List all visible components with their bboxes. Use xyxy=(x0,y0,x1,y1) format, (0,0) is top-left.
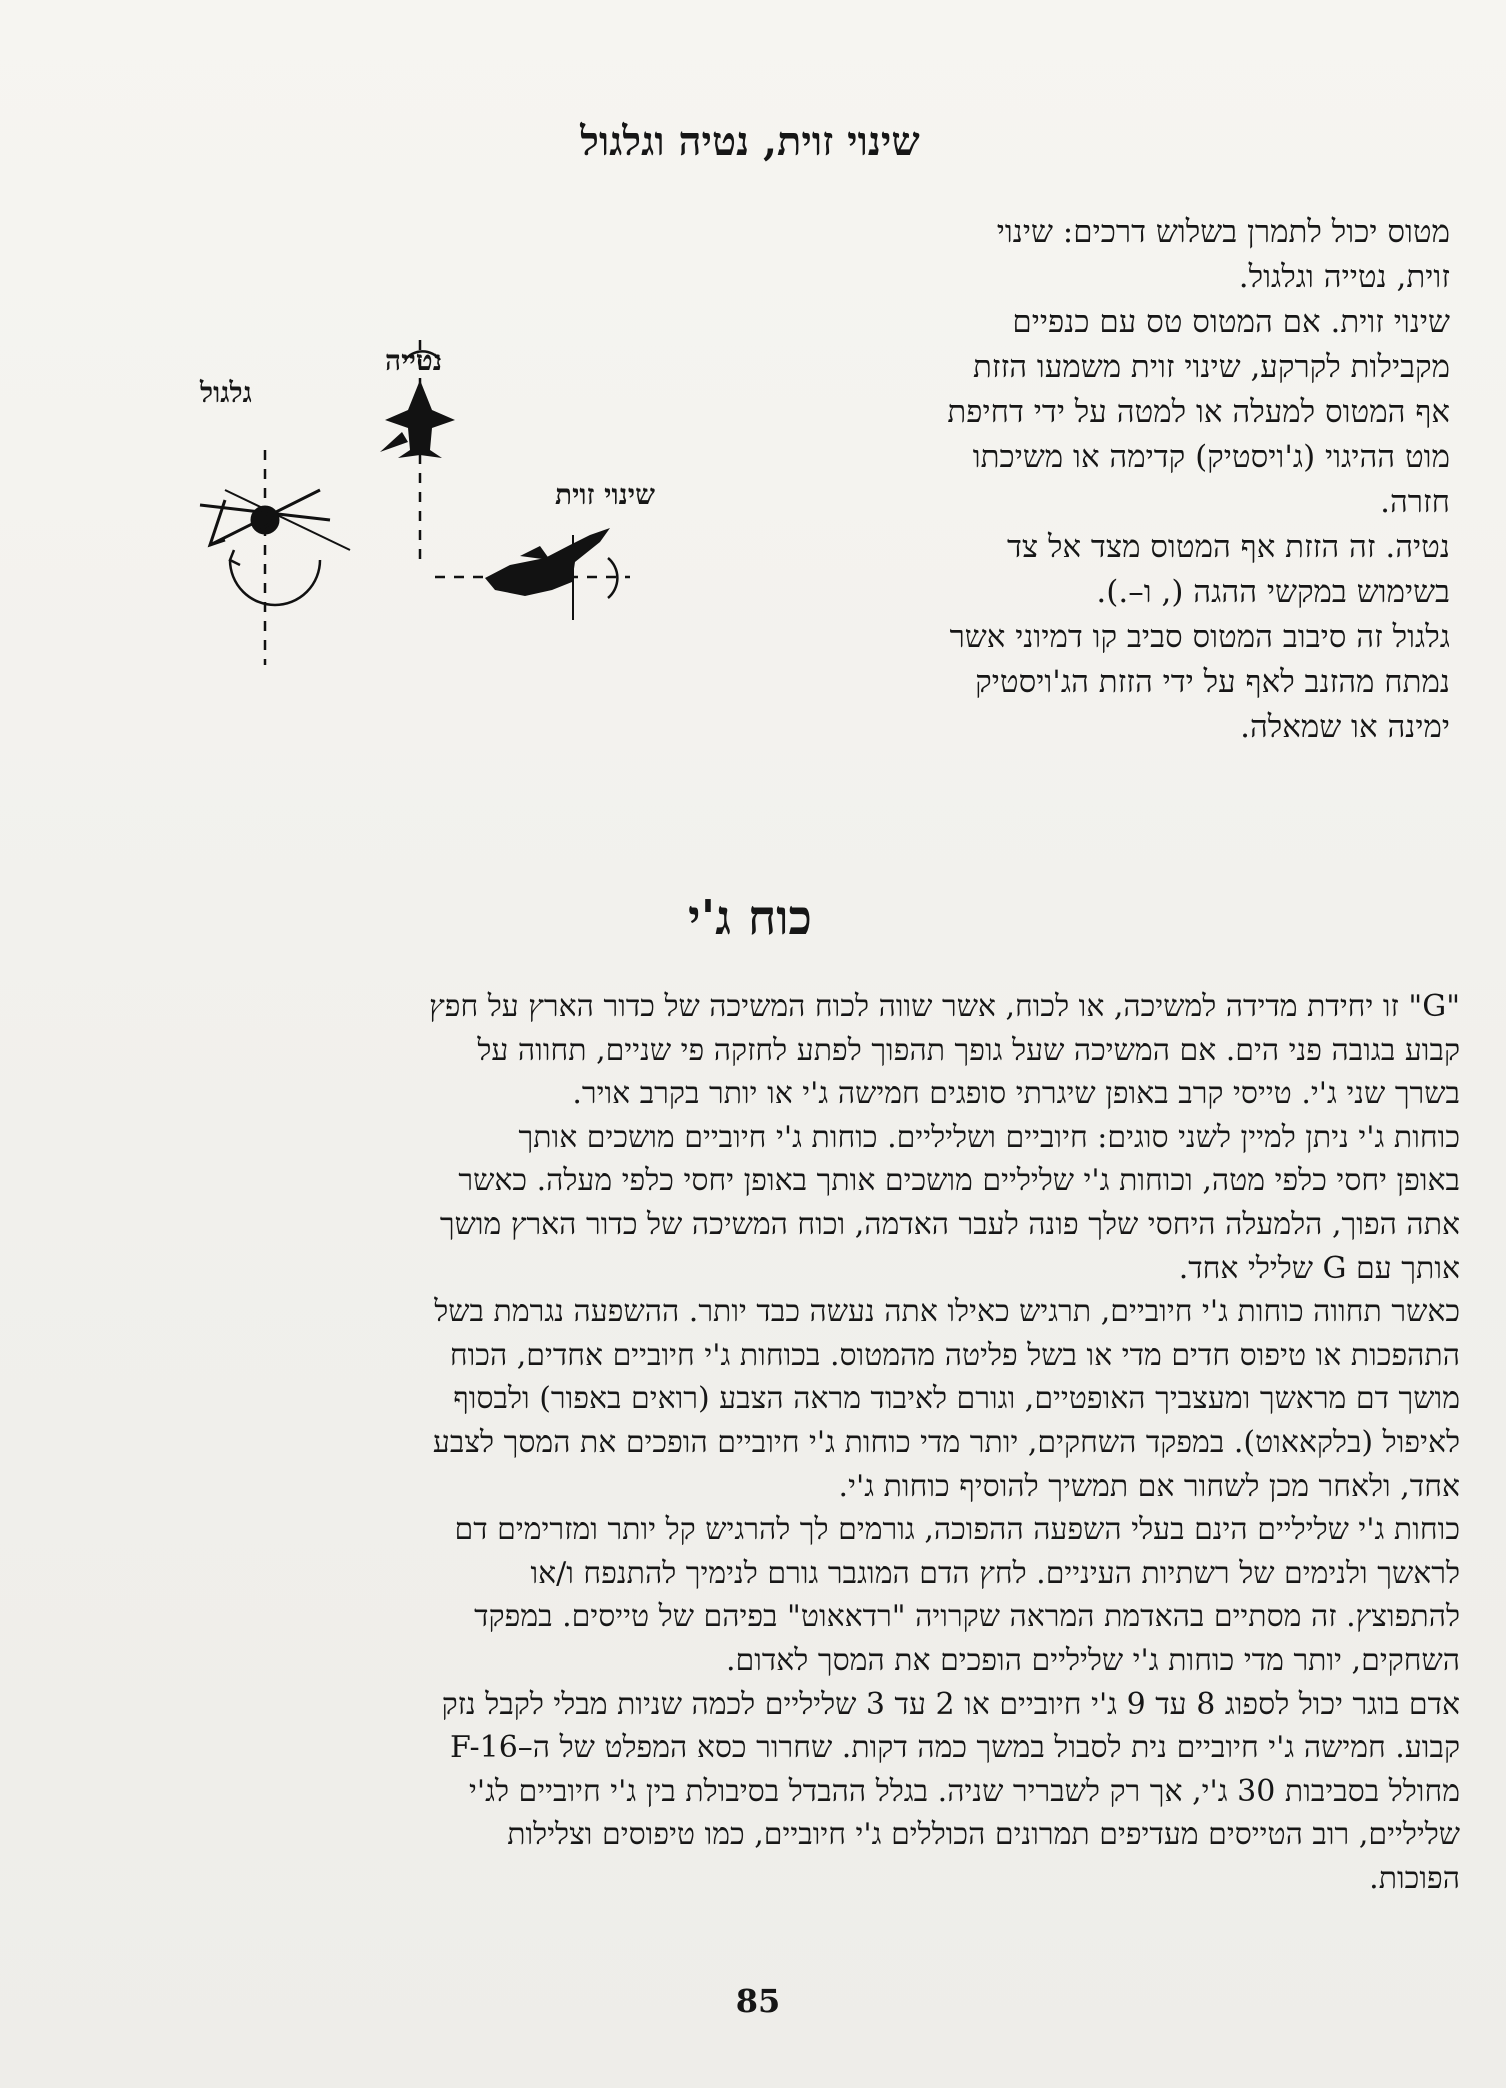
label-roll: גלגול xyxy=(200,376,252,409)
section-title: כוח ג'י xyxy=(688,890,812,946)
intro-line: שינוי זוית. אם המטוס טס עם כנפיים xyxy=(1012,304,1450,340)
body-paragraphs xyxy=(170,985,1460,1900)
body-line: כוחות ג'י ניתן למיין לשני סוגים: חיוביים ושליליים. כוחות ג'י חיוביים מושכים אותך xyxy=(518,1119,1460,1155)
body-line: כוחות ג'י שליליים הינם בעלי השפעה ההפוכה, גורמים לך להרגיש קל יותר ומזרימים דם xyxy=(454,1512,1460,1548)
intro-line: מטוס יכול לתמרן בשלוש דרכים: שינוי xyxy=(996,214,1450,250)
pitch-aircraft-icon xyxy=(435,528,630,620)
label-pitch: שינוי זוית xyxy=(555,478,655,511)
body-line: קבוע בגובה פני הים. אם המשיכה שעל גופך תהפוך לפתע לחזקה פי שניים, תחווה על xyxy=(477,1032,1460,1068)
yaw-aircraft-icon xyxy=(380,340,455,560)
aircraft-diagram xyxy=(180,320,640,680)
body-line: אתה הפוך, הלמעלה היחסי שלך פונה לעבר האדמה, וכוח המשיכה של כדור הארץ מושך xyxy=(439,1206,1460,1242)
intro-line: נמתח מהזנב לאף על ידי הזזת הג'ויסטיק xyxy=(975,664,1450,700)
body-line: לראשך ולנימים של רשתיות העיניים. לחץ הדם המוגבר גורם לנימיך להתנפח ו/או xyxy=(530,1555,1460,1591)
body-line: השחקים, יותר מדי כוחות ג'י שליליים הופכים את המסך לאדום. xyxy=(725,1642,1460,1678)
label-yaw: נטייה xyxy=(385,344,442,377)
body-line: בשרך שני ג'י. טייסי קרב באופן שיגרתי סופגים חמישה ג'י או יותר בקרב אויר. xyxy=(572,1076,1460,1112)
body-line: באופן יחסי כלפי מטה, וכוחות ג'י שליליים מושכים אותך באופן יחסי כלפי מעלה. כאשר xyxy=(458,1163,1460,1199)
body-line: הפוכות. xyxy=(1369,1860,1460,1896)
body-line: התהפכות או טיפוס חדים מדי או בשל פליטה מהמטוס. בכוחות ג'י חיוביים אחדים, הכוח xyxy=(449,1337,1460,1373)
body-line: אחד, ולאחר מכן לשחור אם תמשיך להוסיף כוחות ג'י. xyxy=(838,1468,1460,1504)
intro-line: נטיה. זה הזזת אף המטוס מצד אל צד xyxy=(1006,529,1450,565)
bleed-through-texture xyxy=(740,230,749,270)
intro-line: מקבילות לקרקע, שינוי זוית משמעו הזזת xyxy=(973,349,1450,385)
intro-line: גלגול זה סיבוב המטוס סביב קו דמיוני אשר xyxy=(949,619,1450,655)
intro-line: ימינה או שמאלה. xyxy=(1240,709,1450,745)
body-line: שליליים, רוב הטייסים מעדיפים תמרונים הכוללים ג'י חיוביים, כמו טיפוסים וצלילות xyxy=(507,1817,1460,1853)
maneuver-illustration xyxy=(180,320,655,680)
body-line: להתפוצץ. זה מסתיים בהאדמת המראה שקרויה "רדאאוט" בפיהם של טייסים. במפקד xyxy=(474,1599,1460,1635)
roll-aircraft-icon xyxy=(200,450,350,665)
body-line: כאשר תחווה כוחות ג'י חיוביים, תרגיש כאילו אתה נעשה כבד יותר. ההשפעה נגרמת בשל xyxy=(434,1294,1460,1330)
page-title: שינוי זוית, נטיה וגלגול xyxy=(580,118,920,165)
body-line: "G" זו יחידת מדידה למשיכה, או לכוח, אשר שווה לכוח המשיכה של כדור הארץ על חפץ xyxy=(429,989,1460,1024)
intro-line: חזרה. xyxy=(1380,484,1450,520)
body-line: אדם בוגר יכול לספוג 8 עד 9 ג'י חיוביים או 2 עד 3 שליליים לכמה שניות מבלי לקבל נזק xyxy=(441,1686,1460,1722)
intro-paragraph xyxy=(820,210,1450,750)
intro-line: בשימוש במקשי ההגה (, ו–.). xyxy=(1096,574,1450,610)
page-number: 85 xyxy=(735,1982,781,2020)
intro-line: זוית, נטייה וגלגול. xyxy=(1238,259,1450,295)
body-line: אותך עם G שלילי אחד. xyxy=(1178,1250,1460,1286)
body-line: לאיפול (בלקאאוט). במפקד השחקים, יותר מדי כוחות ג'י חיוביים הופכים את המסך לצבע xyxy=(432,1424,1460,1460)
intro-line: אף המטוס למעלה או למטה על ידי דחיפת xyxy=(947,394,1450,430)
intro-line: מוט ההיגוי (ג'ויסטיק) קדימה או משיכתו xyxy=(972,439,1450,475)
body-line: מושך דם מראשך ומעצביך האופטיים, וגורם לאיבוד מראה הצבע (רואים באפור) ולבסוף xyxy=(453,1381,1460,1417)
body-line: קבוע. חמישה ג'י חיוביים נית לסבול במשך כמה דקות. שחרור כסא המפלט של ה–F-16 xyxy=(450,1730,1460,1766)
body-line: מחולל בסביבות 30 ג'י, אך רק לשבריר שניה. בגלל ההבדל בסיבולת בין ג'י חיוביים לג'י xyxy=(468,1773,1460,1809)
